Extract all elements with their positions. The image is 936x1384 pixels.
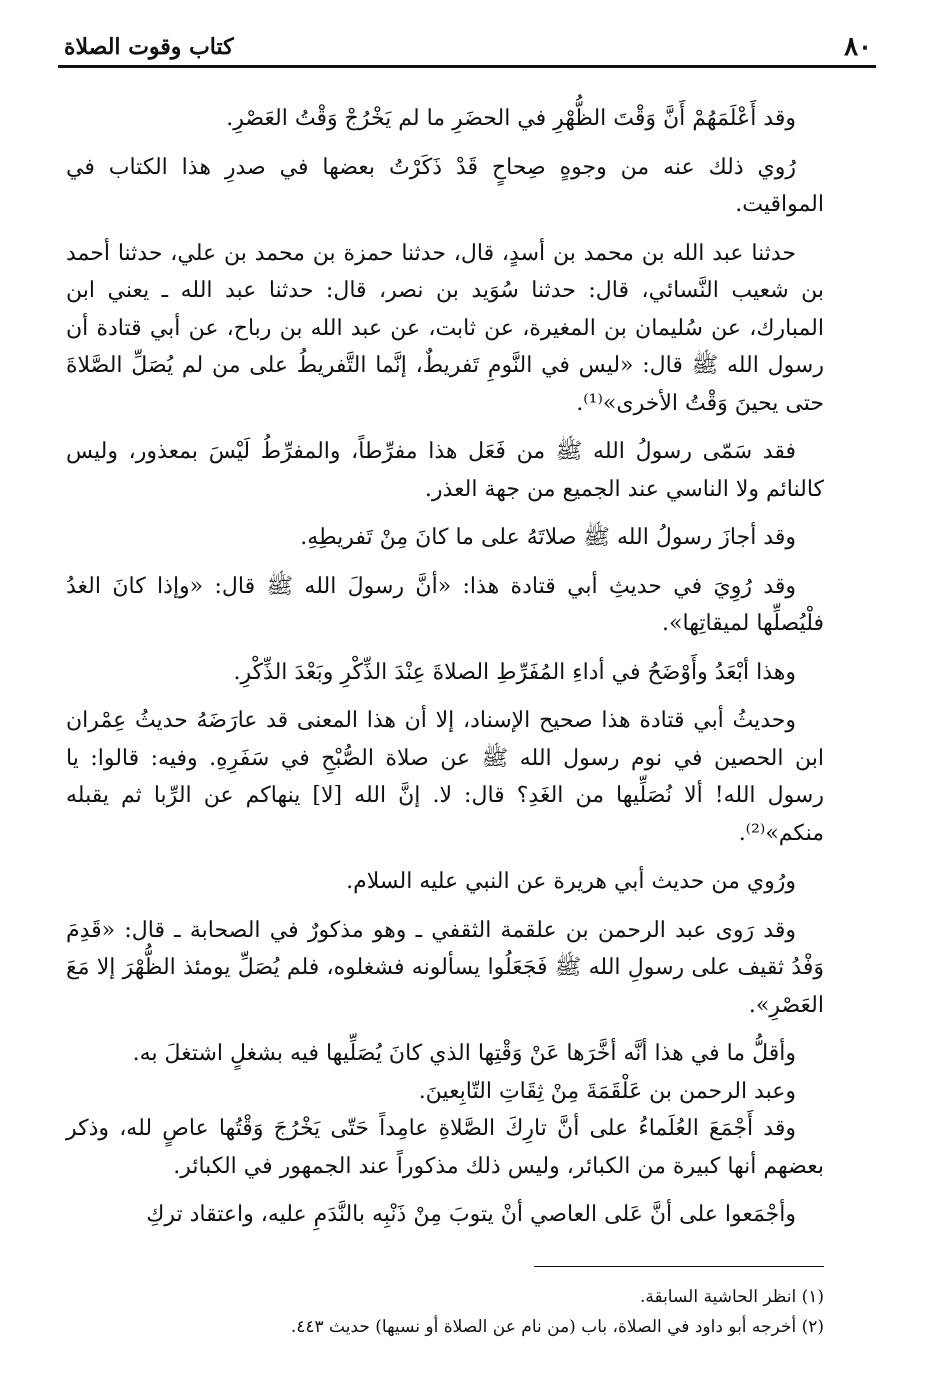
- paragraph: وهذا أبْعَدُ وأَوْضَحُ في أداءِ المُفَرِّطِ الصلاةَ عِنْدَ الذِّكْرِ وبَعْدَ الذِّكْرِ.: [233, 659, 796, 685]
- paragraph: وقد رَوى عبد الرحمن بن علقمة الثقفي ـ وهو مذكورٌ في الصحابة ـ قال: «قَدِمَ وَفْدُ ثقيف على رسولِ الله ﷺ فَجَعَلُوا يسألونه فشغلوه، فلم يُصَلِّ يومئذ الظُّهْرَ إلا مَعَ العَصْرِ».: [66, 917, 824, 1018]
- paragraph: وعبد الرحمن بن عَلْقَمَةَ مِنْ ثِقَاتِ التّابِعينَ.: [418, 1078, 796, 1104]
- main-text: [66, 100, 824, 1245]
- footnotes: [66, 1282, 824, 1342]
- page-number: ٨٠: [844, 32, 872, 62]
- paragraph: وقد رُوِيَ في حديثِ أبي قتادة هذا: «أنَّ رسولَ الله ﷺ قال: «وإذا كانَ الغدُ فلْيُصلِّها لميقاتِها».: [66, 573, 824, 636]
- paragraph: وقد أَعْلَمَهُمْ أَنَّ وَقْتَ الظُّهْرِ في الحضَرِ ما لم يَخْرُجْ وَقْتُ العَصْرِ.: [226, 106, 796, 131]
- footnote: (٢) أخرجه أبو داود في الصلاة، باب (من نام عن الصلاة أو نسيها) حديث ٤٤٣.: [290, 1317, 824, 1337]
- page-header: [58, 30, 876, 70]
- footnote-divider: [534, 1266, 824, 1267]
- running-title: كتاب وقوت الصلاة: [64, 34, 234, 60]
- paragraph: وحديثُ أبي قتادة هذا صحيح الإسناد، إلا أن هذا المعنى قد عارَضَهُ حديثُ عِمْران ابن الحصين في نوم رسول الله ﷺ عن صلاة الصُّبْحِ في سَفَرِهِ. وفيه: قالوا: يا رسول الله! ألا نُصَلِّيها من الغَدِ؟ قال: لا. إنَّ الله [لا] ينهاكم عن الرِّبا ثم يقبله منكم»⁽²⁾.: [66, 708, 824, 846]
- footnote: (١) انظر الحاشية السابقة.: [639, 1287, 824, 1307]
- paragraph: وأقلُّ ما في هذا أنَّه أخَّرَها عَنْ وَقْتِها الذي كانَ يُصَلِّيها فيه بشغلٍ اشتغلَ به.: [132, 1041, 796, 1066]
- paragraph: فقد سَمّى رسولُ الله ﷺ من فَعَل هذا مفرِّطاً، والمفرِّطُ لَيْسَ بمعذور، وليس كالنائم ولا الناسي عند الجميع من جهة العذر.: [66, 439, 824, 502]
- paragraph: وأجْمَعوا على أنَّ عَلى العاصي أنْ يتوبَ مِنْ ذَنْبِه بالنَّدَمِ عليه، واعتقاد تركِ: [146, 1202, 796, 1227]
- paragraph: وقد أجازَ رسولُ الله ﷺ صلاتَهُ على ما كانَ مِنْ تَفريطِهِ.: [300, 525, 796, 550]
- paragraph: ورُوي من حديث أبي هريرة عن النبي عليه السلام.: [346, 869, 796, 894]
- paragraph: حدثنا عبد الله بن محمد بن أسدٍ، قال، حدثنا حمزة بن محمد بن علي، حدثنا أحمد بن شعيب النَّسائي، قال: حدثنا سُوَيد بن نصر، قال: حدثنا عبد الله ـ يعني ابن المبارك، عن سُليمان بن المغيرة، عن ثابت، عن عبد الله بن رباح، عن أبي قتادة أن رسول الله ﷺ قال: «ليس في النَّومِ تَفريطٌ، إنَّما التَّفريطُ على من لم يُصَلِّ الصَّلاةَ حتى يحينَ وَقْتُ الأخرى»⁽¹⁾.: [66, 240, 824, 416]
- paragraph: وقد أَجْمَعَ العُلَماءُ على أنَّ تارِكَ الصَّلاةِ عامِداً حَتّى يَخْرُجَ وَقْتُها عاصٍ لله، وذكر بعضهم أنها كبيرة من الكبائر، وليس ذلك مذكوراً عند الجمهور في الكبائر.: [66, 1116, 824, 1179]
- header-divider: [58, 65, 876, 68]
- paragraph: رُوي ذلك عنه من وجوهٍ صِحاحٍ قَدْ ذَكَرْتُ بعضها في صدرِ هذا الكتاب في المواقيت.: [66, 154, 824, 217]
